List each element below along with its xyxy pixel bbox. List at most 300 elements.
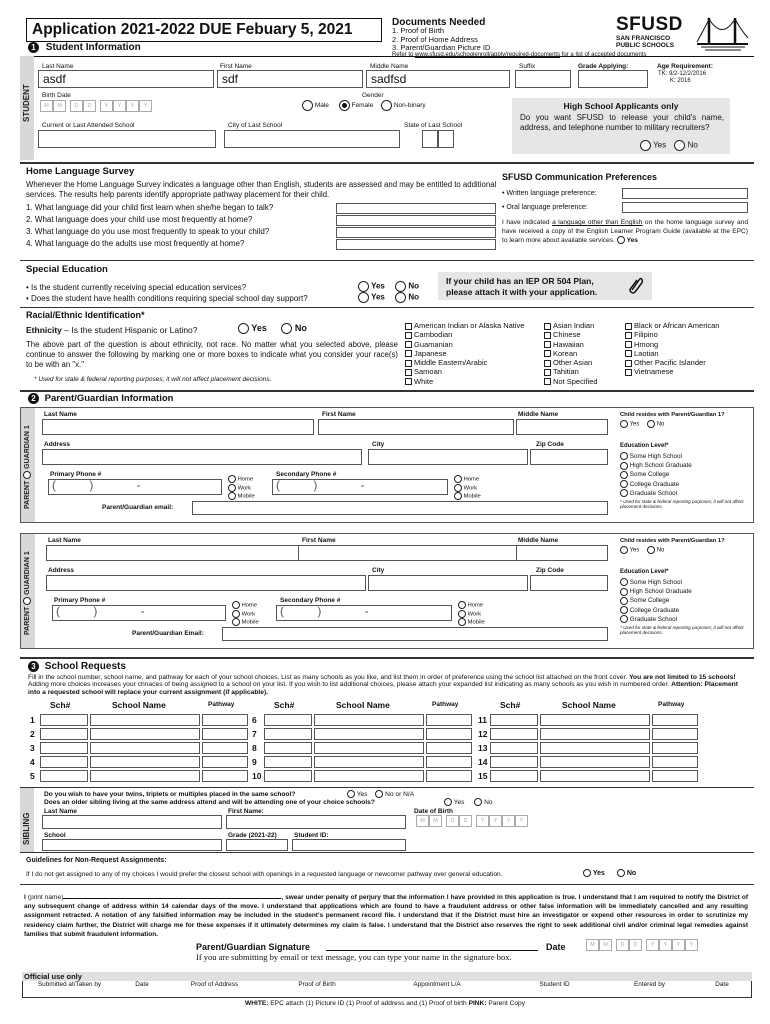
phone-type-label: Home xyxy=(241,602,258,609)
race-option[interactable] xyxy=(625,330,719,339)
ack-yes-radio[interactable] xyxy=(617,236,625,244)
guardian-last-name-label: Last Name xyxy=(48,537,81,544)
guardian-last-name-input[interactable] xyxy=(46,545,318,561)
sibling-grade-label: Grade (2021-22) xyxy=(228,832,277,839)
state-last-school-label: State of Last School xyxy=(404,122,463,129)
guardian-toggle-radio[interactable] xyxy=(23,471,31,479)
guardian-city-input[interactable] xyxy=(368,449,528,465)
official-col: Submitted at/Taken by xyxy=(37,981,102,988)
phone-work-radio[interactable] xyxy=(458,610,466,618)
official-col: Student ID xyxy=(539,981,570,988)
last-name-value: asdf xyxy=(43,72,66,86)
school-name-input[interactable] xyxy=(540,770,650,782)
pathway-input[interactable] xyxy=(202,770,248,782)
suffix-input[interactable] xyxy=(515,70,571,88)
older-sibling-question: Does an older sibling living at the same address attend and will be attending one of your choice schools? xyxy=(44,799,375,806)
race-option[interactable] xyxy=(544,377,598,386)
no-label: No xyxy=(408,281,420,291)
divider xyxy=(20,162,754,164)
phone-work-radio[interactable] xyxy=(454,484,462,492)
col-sch-header: Sch# xyxy=(500,700,521,710)
pathway-input[interactable] xyxy=(652,742,698,754)
footer-copies xyxy=(0,1000,770,1007)
choice-number: 5 xyxy=(30,771,35,781)
school-name-input[interactable] xyxy=(90,756,200,768)
pathway-input[interactable] xyxy=(652,770,698,782)
high-school-question: Do you want SFUSD to release your child's name, address, and telephone number to military recruiters? xyxy=(520,113,724,132)
divider xyxy=(20,657,754,659)
school-number-input[interactable] xyxy=(264,742,312,754)
primary-phone-label: Primary Phone # xyxy=(50,471,102,478)
date-box[interactable]: Y xyxy=(672,939,685,951)
yes-label: Yes xyxy=(592,869,605,877)
education-radio[interactable] xyxy=(620,452,628,460)
race-checkbox[interactable] xyxy=(544,369,551,376)
section-number: 2 xyxy=(28,393,39,404)
date-box[interactable]: Y xyxy=(646,939,659,951)
pathway-input[interactable] xyxy=(426,756,472,768)
race-column-1 xyxy=(405,321,524,386)
race-option[interactable] xyxy=(544,330,598,339)
high-school-title: High School Applicants only xyxy=(563,101,679,111)
sibling-no-radio[interactable] xyxy=(474,798,482,806)
pathway-input[interactable] xyxy=(426,742,472,754)
phone-home-radio[interactable] xyxy=(454,475,462,483)
resides-question: Child resides with Parent/Guardian 1? xyxy=(620,538,725,544)
race-label: Hmong xyxy=(634,339,659,349)
hispanic-yes-radio[interactable] xyxy=(238,323,249,334)
school-number-input[interactable] xyxy=(40,756,88,768)
birth-date-label: Birth Date xyxy=(42,92,71,99)
sibling-dob-input[interactable] xyxy=(416,815,528,827)
birth-date-input[interactable] xyxy=(40,100,152,112)
secondary-phone-type xyxy=(458,601,485,627)
secondary-phone-format: ( ) - xyxy=(280,604,369,618)
race-option[interactable] xyxy=(625,340,719,349)
race-instructions: The above part of the question is about ethnicity, not race. No matter what you selected above, please continue to answer the following by marking one or more boxes to indicate what you consider your race(s) to be with an "x." xyxy=(26,340,398,369)
gender-male-radio[interactable] xyxy=(302,100,313,111)
school-number-input[interactable] xyxy=(40,714,88,726)
date-box[interactable]: Y xyxy=(489,815,502,827)
declaration-prefix: I xyxy=(24,894,26,901)
special-ed-q1-no-radio[interactable] xyxy=(395,281,406,292)
resides-no-radio[interactable] xyxy=(647,546,655,554)
race-option[interactable] xyxy=(405,340,524,349)
guardian-first-name-input[interactable] xyxy=(318,419,514,435)
date-box[interactable]: Y xyxy=(476,815,489,827)
school-number-input[interactable] xyxy=(490,756,538,768)
date-box[interactable]: D xyxy=(459,815,472,827)
guardian-address-input[interactable] xyxy=(42,449,362,465)
choice-number: 2 xyxy=(30,729,35,739)
race-label: Chinese xyxy=(553,330,581,340)
education-option: Graduate School xyxy=(629,615,678,623)
phone-home-radio[interactable] xyxy=(228,475,236,483)
guardian-city-input[interactable] xyxy=(368,575,528,591)
guardian-email-input[interactable] xyxy=(222,627,608,641)
written-preference-label: • Written language preference: xyxy=(502,190,597,197)
military-no-radio[interactable] xyxy=(674,140,685,151)
race-option[interactable] xyxy=(544,321,598,330)
school-number-input[interactable] xyxy=(264,770,312,782)
print-name-line[interactable] xyxy=(63,892,281,899)
race-checkbox[interactable] xyxy=(405,323,412,330)
ethnicity-options xyxy=(238,323,307,334)
race-checkbox[interactable] xyxy=(544,323,551,330)
race-checkbox[interactable] xyxy=(544,332,551,339)
race-column-2 xyxy=(544,321,598,386)
state-last-school-input-2[interactable] xyxy=(438,130,454,148)
school-name-input[interactable] xyxy=(540,756,650,768)
race-option[interactable] xyxy=(405,367,524,376)
hispanic-no-radio[interactable] xyxy=(281,323,292,334)
school-name-input[interactable] xyxy=(314,742,424,754)
race-option[interactable] xyxy=(544,349,598,358)
sibling-school-input[interactable] xyxy=(42,839,222,851)
race-checkbox[interactable] xyxy=(544,378,551,385)
gender-nonbinary-radio[interactable] xyxy=(381,100,392,111)
yes-label: Yes xyxy=(371,281,385,291)
school-number-input[interactable] xyxy=(490,770,538,782)
col-name-header: School Name xyxy=(336,700,390,710)
race-checkbox[interactable] xyxy=(625,350,632,357)
signature-line[interactable] xyxy=(326,950,538,951)
gender-label: Gender xyxy=(362,92,384,99)
school-name-input[interactable] xyxy=(90,770,200,782)
middle-name-value: sadfsd xyxy=(371,72,407,86)
race-checkbox[interactable] xyxy=(405,378,412,385)
no-label: No xyxy=(687,140,698,150)
guardian-email-label: Parent/Guardian email: xyxy=(102,504,174,511)
sibling-student-id-input[interactable] xyxy=(292,839,406,851)
no-label: No or N/A xyxy=(385,790,415,798)
race-checkbox[interactable] xyxy=(625,341,632,348)
education-radio[interactable] xyxy=(620,480,628,488)
race-checkbox[interactable] xyxy=(625,369,632,376)
suffix-label: Suffix xyxy=(519,63,536,70)
race-checkbox[interactable] xyxy=(544,341,551,348)
primary-phone-format: ( ) - xyxy=(56,604,145,618)
pathway-input[interactable] xyxy=(202,756,248,768)
current-school-input[interactable] xyxy=(38,130,216,148)
date-box[interactable]: M xyxy=(40,100,53,112)
education-level-label: Education Level* xyxy=(620,443,669,449)
phone-mobile-radio[interactable] xyxy=(232,618,240,626)
race-checkbox[interactable] xyxy=(625,332,632,339)
language-question-3: 3. What language do you use most frequently to speak to your child? xyxy=(26,227,270,236)
date-box[interactable]: D xyxy=(70,100,83,112)
phone-home-radio[interactable] xyxy=(458,601,466,609)
first-name-label: First Name xyxy=(220,63,252,70)
guardian-city-label: City xyxy=(372,441,385,448)
date-box[interactable]: Y xyxy=(139,100,152,112)
school-number-input[interactable] xyxy=(490,728,538,740)
date-box[interactable]: D xyxy=(83,100,96,112)
date-box[interactable]: Y xyxy=(502,815,515,827)
education-option: Some High School xyxy=(629,579,682,586)
race-checkbox[interactable] xyxy=(625,323,632,330)
guardian-last-name-input[interactable] xyxy=(42,419,314,435)
school-number-input[interactable] xyxy=(40,728,88,740)
school-number-input[interactable] xyxy=(490,742,538,754)
race-checkbox[interactable] xyxy=(625,360,632,367)
yes-label: Yes xyxy=(629,421,640,428)
race-label: Asian Indian xyxy=(553,321,595,330)
guardian-middle-name-input[interactable] xyxy=(516,419,608,435)
guardian-zip-input[interactable] xyxy=(530,449,608,465)
school-name-input[interactable] xyxy=(540,728,650,740)
no-label: No xyxy=(294,323,307,333)
language-answer-4[interactable] xyxy=(336,239,496,250)
phone-work-radio[interactable] xyxy=(228,484,236,492)
guidelines-no-radio[interactable] xyxy=(617,869,625,877)
date-box[interactable]: M xyxy=(599,939,612,951)
col-name-header: School Name xyxy=(112,700,166,710)
sibling-dob-label: Date of Birth xyxy=(414,808,453,815)
race-checkbox[interactable] xyxy=(405,360,412,367)
twins-no-radio[interactable] xyxy=(375,790,383,798)
phone-mobile-radio[interactable] xyxy=(454,492,462,500)
race-option[interactable] xyxy=(625,321,719,330)
signature-label: Parent/Guardian Signature xyxy=(196,942,311,952)
pathway-input[interactable] xyxy=(426,770,472,782)
date-box[interactable]: M xyxy=(53,100,66,112)
race-option[interactable] xyxy=(625,367,719,376)
guardian-address-input[interactable] xyxy=(46,575,366,591)
race-option[interactable] xyxy=(405,349,524,358)
pathway-input[interactable] xyxy=(652,714,698,726)
race-option[interactable] xyxy=(405,358,524,367)
footer-pink-label: PINK: xyxy=(468,1000,487,1007)
school-name-input[interactable] xyxy=(314,714,424,726)
phone-type-label: Mobile xyxy=(467,619,485,626)
race-label: American Indian or Alaska Native xyxy=(414,321,525,330)
gender-female-radio[interactable] xyxy=(339,100,350,111)
school-name-input[interactable] xyxy=(90,714,200,726)
race-checkbox[interactable] xyxy=(405,332,412,339)
race-option[interactable] xyxy=(405,330,524,339)
special-ed-q1-yes-radio[interactable] xyxy=(358,281,369,292)
guardian-side-label xyxy=(23,425,31,509)
date-box[interactable]: Y xyxy=(113,100,126,112)
race-checkbox[interactable] xyxy=(544,350,551,357)
date-box[interactable]: Y xyxy=(126,100,139,112)
date-box[interactable]: Y xyxy=(100,100,113,112)
first-name-input[interactable] xyxy=(217,70,363,88)
phone-mobile-radio[interactable] xyxy=(228,492,236,500)
guardian-address-label: Address xyxy=(44,441,71,448)
school-name-input[interactable] xyxy=(314,756,424,768)
school-number-input[interactable] xyxy=(264,714,312,726)
pathway-input[interactable] xyxy=(202,714,248,726)
paperclip-icon xyxy=(628,276,644,294)
guardian-first-name-label: First Name xyxy=(302,537,336,544)
grade-input[interactable] xyxy=(578,70,648,88)
special-ed-q2-no-radio[interactable] xyxy=(395,292,406,303)
date-box[interactable]: D xyxy=(616,939,629,951)
date-box[interactable]: M xyxy=(586,939,599,951)
age-tk: TK: 9/2-12/2/2016 xyxy=(658,71,707,77)
military-yes-radio[interactable] xyxy=(640,140,651,151)
choice-number: 11 xyxy=(478,715,487,725)
documents-list xyxy=(392,27,490,53)
resides-yes-radio[interactable] xyxy=(620,420,628,428)
guardian-last-name-label: Last Name xyxy=(44,411,77,418)
pathway-input[interactable] xyxy=(426,728,472,740)
pathway-input[interactable] xyxy=(202,742,248,754)
section-1-heading xyxy=(28,42,141,53)
education-option: Some College xyxy=(629,471,670,479)
guardian-email-input[interactable] xyxy=(192,501,608,515)
race-option[interactable] xyxy=(405,321,524,330)
special-ed-question-2: • Does the student have health conditions requiring special school day support? xyxy=(26,294,308,303)
school-number-input[interactable] xyxy=(40,770,88,782)
school-name-input[interactable] xyxy=(540,742,650,754)
pathway-input[interactable] xyxy=(202,728,248,740)
state-last-school-input[interactable] xyxy=(422,130,438,148)
phone-work-radio[interactable] xyxy=(232,610,240,618)
city-last-school-input[interactable] xyxy=(224,130,400,148)
resides-no-radio[interactable] xyxy=(647,420,655,428)
ethnic-title: Racial/Ethnic Identification* xyxy=(26,310,145,320)
language-answer-2[interactable] xyxy=(336,215,496,226)
guardian-zip-input[interactable] xyxy=(530,575,608,591)
twins-yes-radio[interactable] xyxy=(347,790,355,798)
education-radio[interactable] xyxy=(620,471,628,479)
official-col: Proof of Address xyxy=(190,981,239,988)
refer-text: Refer to xyxy=(392,52,414,58)
official-col: Date xyxy=(135,981,149,988)
race-footnote: * Used for state & federal reporting purposes; it will not affect placement decisions. xyxy=(34,376,272,383)
education-radio[interactable] xyxy=(620,615,628,623)
sibling-yes-radio[interactable] xyxy=(444,798,452,806)
pathway-input[interactable] xyxy=(652,756,698,768)
guidelines-yes-radio[interactable] xyxy=(583,869,591,877)
education-radio[interactable] xyxy=(620,606,628,614)
race-checkbox[interactable] xyxy=(405,369,412,376)
race-label: Cambodian xyxy=(414,330,453,340)
logo-subtitle: SAN FRANCISCO xyxy=(616,35,671,42)
phone-home-radio[interactable] xyxy=(232,601,240,609)
race-option[interactable] xyxy=(625,358,719,367)
choice-number: 10 xyxy=(252,771,262,781)
language-answer-1[interactable] xyxy=(336,203,496,214)
school-name-input[interactable] xyxy=(314,728,424,740)
guardian-word: GUARDIAN 1 xyxy=(23,551,31,595)
race-option[interactable] xyxy=(544,340,598,349)
pathway-input[interactable] xyxy=(652,728,698,740)
written-preference-input[interactable] xyxy=(622,188,748,199)
current-school-label: Current or Last Attended School xyxy=(42,122,135,129)
race-label: Middle Eastern/Arabic xyxy=(414,358,488,368)
education-radio[interactable] xyxy=(620,462,628,470)
section-3-heading xyxy=(28,661,126,672)
race-checkbox[interactable] xyxy=(405,341,412,348)
race-label: Filipino xyxy=(634,330,658,340)
race-label: Vietnamese xyxy=(634,367,674,377)
school-name-input[interactable] xyxy=(540,714,650,726)
race-label: Not Specified xyxy=(553,376,598,386)
sibling-last-name-input[interactable] xyxy=(42,815,222,829)
race-checkbox[interactable] xyxy=(405,350,412,357)
school-number-input[interactable] xyxy=(490,714,538,726)
middle-name-input[interactable] xyxy=(366,70,510,88)
education-radio[interactable] xyxy=(620,588,628,596)
school-name-input[interactable] xyxy=(314,770,424,782)
education-radio[interactable] xyxy=(620,597,628,605)
oral-preference-input[interactable] xyxy=(622,202,748,213)
choice-number: 3 xyxy=(30,743,35,753)
date-box[interactable]: M xyxy=(416,815,429,827)
sibling-grade-input[interactable] xyxy=(226,839,288,851)
official-use-title: Official use only xyxy=(22,972,752,981)
date-box[interactable]: D xyxy=(629,939,642,951)
document-item: 2. Proof of Home Address xyxy=(392,34,478,44)
language-answer-3[interactable] xyxy=(336,227,496,238)
sibling-first-name-input[interactable] xyxy=(226,815,406,829)
home-language-intro: Whenever the Home Language Survey indicates a language other than English, students are assessed and may be entitled to additional services. The results help parents identify appropriate pathway placement for their child. xyxy=(26,180,497,199)
date-box[interactable]: Y xyxy=(685,939,698,951)
ethnicity-question-text: – Is the student Hispanic or Latino? xyxy=(61,325,198,335)
race-option[interactable] xyxy=(625,349,719,358)
signature-date-input[interactable] xyxy=(586,939,698,951)
pathway-input[interactable] xyxy=(426,714,472,726)
race-option[interactable] xyxy=(405,377,524,386)
education-radio[interactable] xyxy=(620,489,628,497)
no-label: No xyxy=(626,869,637,877)
documents-link[interactable]: www.sfusd.edu/schoolenroll/apply/required-documents xyxy=(415,52,561,58)
school-name-input[interactable] xyxy=(90,742,200,754)
date-box[interactable]: M xyxy=(429,815,442,827)
education-option: High School Graduate xyxy=(629,588,692,596)
last-name-input[interactable] xyxy=(38,70,214,88)
guardian-middle-name-input[interactable] xyxy=(516,545,608,561)
guardian-toggle-radio[interactable] xyxy=(23,597,31,605)
choice-number: 4 xyxy=(30,757,35,767)
date-box[interactable]: Y xyxy=(659,939,672,951)
education-radio[interactable] xyxy=(620,578,628,586)
school-number-input[interactable] xyxy=(264,756,312,768)
resides-yes-radio[interactable] xyxy=(620,546,628,554)
special-ed-question-1: • Is the student currently receiving special education services? xyxy=(26,283,247,292)
school-name-input[interactable] xyxy=(90,728,200,740)
race-option[interactable] xyxy=(544,358,598,367)
race-label: Samoan xyxy=(414,367,442,377)
intro-text: Fill in the school number, school name, and pathway for each of your school choices. List as many schools as you like, and list them in order of preference using the school list attached on the front cover. xyxy=(28,674,630,681)
education-option: College Graduate xyxy=(629,606,680,614)
race-checkbox[interactable] xyxy=(544,360,551,367)
guardian-first-name-input[interactable] xyxy=(298,545,518,561)
choice-number: 12 xyxy=(478,729,488,739)
twins-options xyxy=(347,790,414,798)
education-footnote: * Used for state & federal reporting purposes; it will not affect placement decisions. xyxy=(620,499,744,510)
school-number-input[interactable] xyxy=(264,728,312,740)
school-number-input[interactable] xyxy=(40,742,88,754)
secondary-phone-format: ( ) - xyxy=(276,478,365,492)
race-option[interactable] xyxy=(544,367,598,376)
choice-number: 9 xyxy=(252,757,257,767)
date-box[interactable]: Y xyxy=(515,815,528,827)
phone-mobile-radio[interactable] xyxy=(458,618,466,626)
oral-preference-label: • Oral language preference: xyxy=(502,204,588,211)
phone-type-label: Mobile xyxy=(463,493,481,500)
ack-text: on the home language survey and have received a copy of the English Learner Program Guide (available at the EPC) to learn more about available services. xyxy=(502,219,748,244)
special-ed-q2-yes-radio[interactable] xyxy=(358,292,369,303)
date-box[interactable]: D xyxy=(446,815,459,827)
document-item: 1. Proof of Birth xyxy=(392,26,445,35)
city-last-school-label: City of Last School xyxy=(228,122,283,129)
language-question-1: 1. What language did your child first learn when she/he began to talk? xyxy=(26,203,274,212)
